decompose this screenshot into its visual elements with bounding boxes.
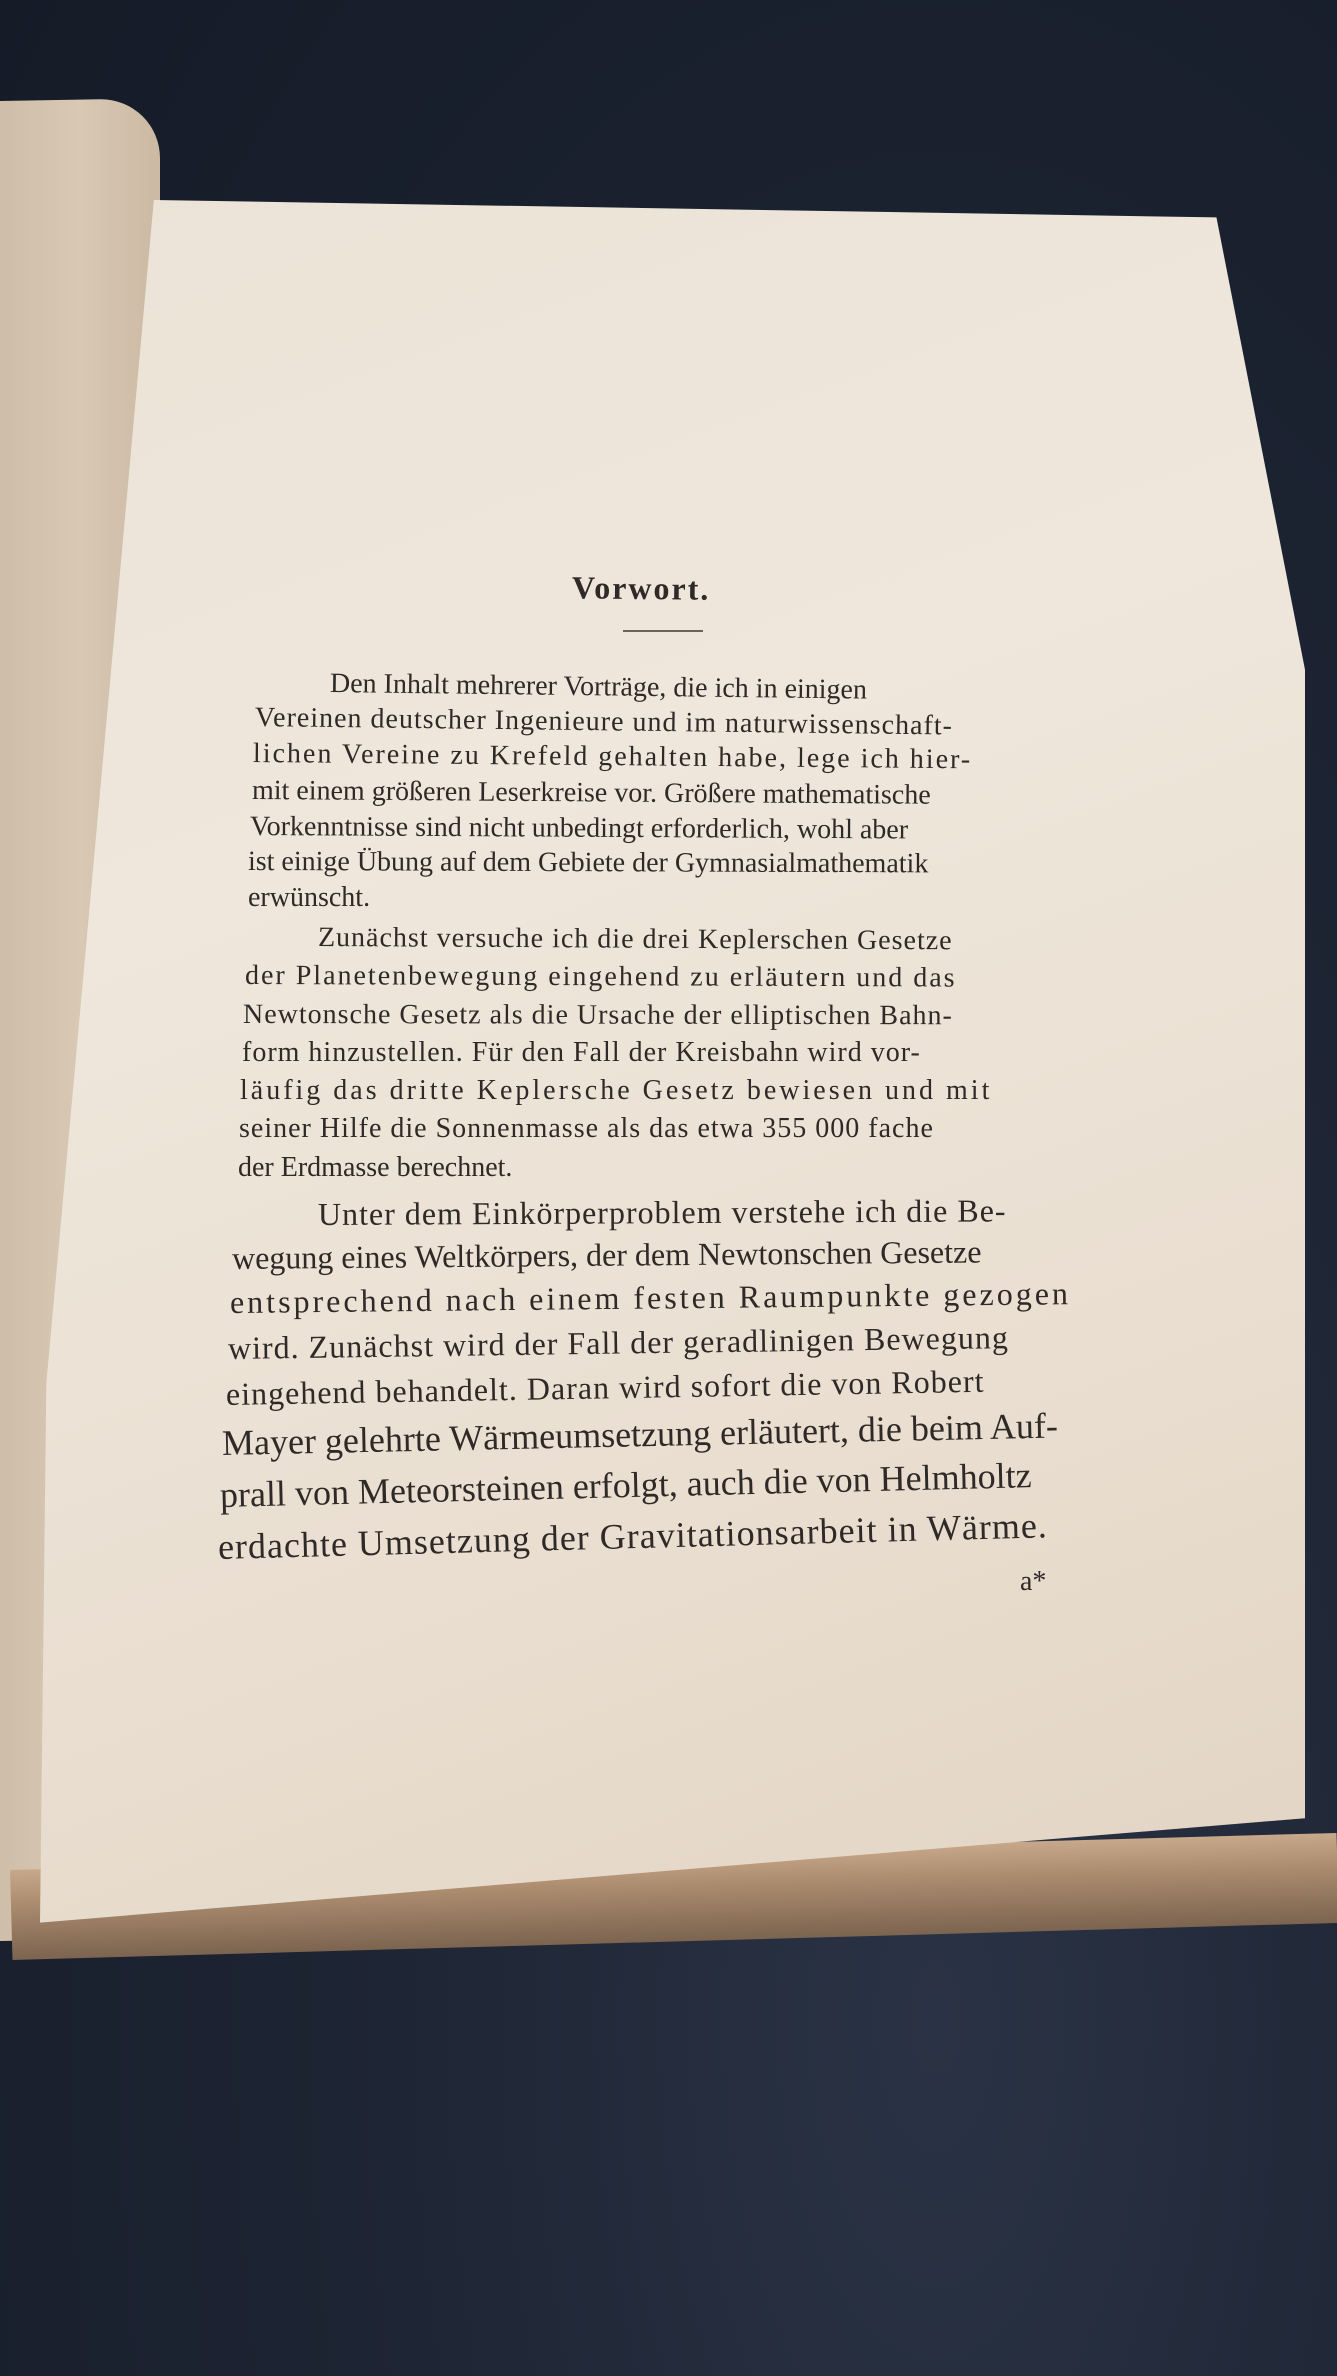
- text-line: prall von Meteorsteinen erfolgt, auch die von Helmholtz: [219, 1455, 1033, 1515]
- page-title: Vorwort.: [571, 569, 711, 607]
- text-line: Mayer gelehrte Wärmeumsetzung erläutert, die beim Auf-: [221, 1405, 1059, 1463]
- text-line: Unter dem Einkörperproblem verstehe ich die Be-: [317, 1192, 1007, 1232]
- title-rule: [623, 630, 703, 632]
- text-line: der Planetenbewegung eingehend zu erläutern und das: [244, 960, 957, 994]
- text-line: entsprechend nach einem festen Raumpunkte gezogen: [229, 1275, 1072, 1320]
- text-line: ist einige Übung auf dem Gebiete der Gymnasialmathematik: [247, 846, 929, 880]
- text-line: erwünscht.: [248, 882, 371, 913]
- text-line: Vereinen deutscher Ingenieure und im naturwissenschaft-: [254, 702, 954, 742]
- signature-mark: a*: [1020, 1566, 1047, 1597]
- text-line: eingehend behandelt. Daran wird sofort die von Robert: [225, 1362, 985, 1412]
- text-line: seiner Hilfe die Sonnenmasse als das etwa 355 000 fache: [239, 1113, 934, 1144]
- text-line: wegung eines Weltkörpers, der dem Newtonschen Gesetze: [231, 1233, 982, 1276]
- text-line: lichen Vereine zu Krefeld gehalten habe, lege ich hier-: [252, 738, 973, 776]
- text-line: erdachte Umsetzung der Gravitationsarbeit in Wärme.: [217, 1505, 1049, 1567]
- text-line: wird. Zunächst wird der Fall der geradlinigen Bewegung: [227, 1319, 1010, 1366]
- text-line: der Erdmasse berechnet.: [238, 1152, 513, 1183]
- text-line: Vorkenntnisse sind nicht unbedingt erforderlich, wohl aber: [249, 811, 909, 846]
- text-line: Den Inhalt mehrerer Vorträge, die ich in einigen: [329, 668, 868, 706]
- text-line: form hinzustellen. Für den Fall der Kreisbahn wird vor-: [242, 1037, 921, 1068]
- text-line: läufig das dritte Keplersche Gesetz bewiesen und mit: [240, 1075, 993, 1106]
- text-line: Newtonsche Gesetz als die Ursache der elliptischen Bahn-: [242, 999, 953, 1032]
- text-line: mit einem größeren Leserkreise vor. Größere mathematische: [251, 775, 931, 811]
- text-line: Zunächst versuche ich die drei Keplerschen Gesetze: [317, 922, 953, 957]
